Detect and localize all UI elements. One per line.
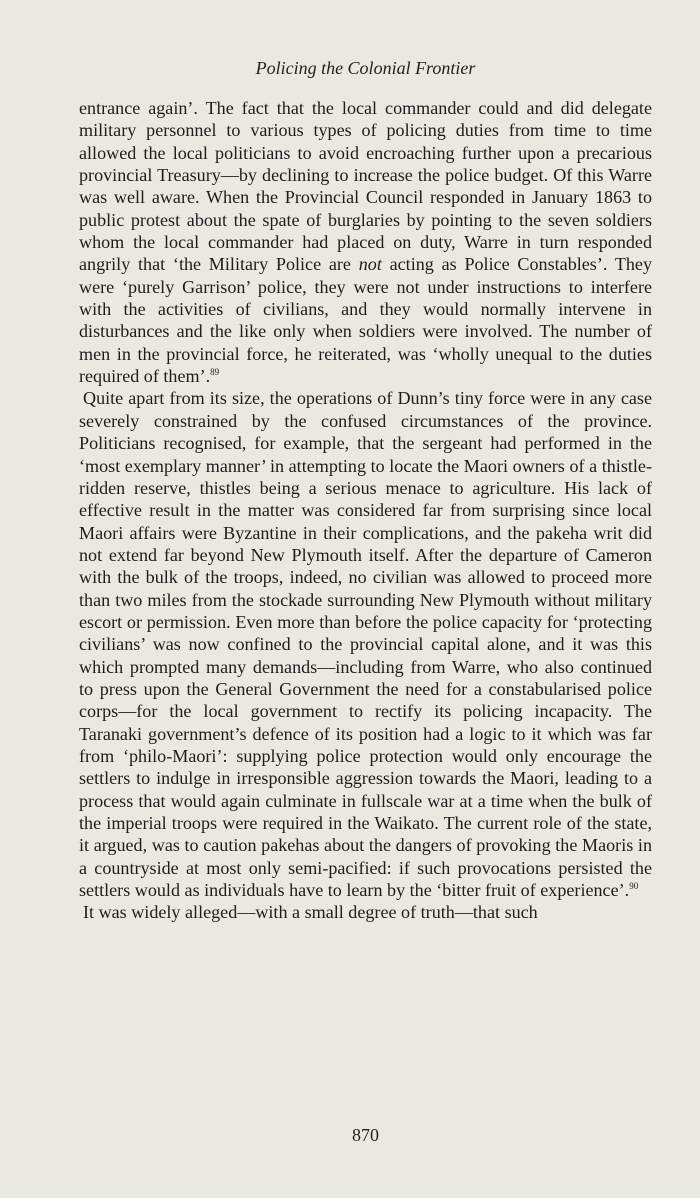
paragraph-1 (79, 97, 652, 387)
paragraph-1-text-b: acting as Police Constables’. They were ‘purely Garrison’ police, they were not under instructions to interfere with the activities of civilians, and they would normally intervene in disturbances and the like only when soldiers were involved. The number of men in the provincial force, he reiterated, was ‘wholly unequal to the duties required of them’. (79, 254, 653, 387)
page-number: 870 (352, 1125, 379, 1145)
paragraph-1-text-a: entrance again’. The fact that the local commander could and did delegate military personnel to various types of policing duties from time to time allowed the local politicians to avoid encroaching further upon a precarious provincial Treasury—by declining to increase the police budget. Of this Warre was well aware. When the Provincial Council responded in January 1863 to public protest about the spate of burglaries by pointing to the seven soldiers whom the local commander had placed on duty, Warre in turn responded angrily that ‘the Military Police are (79, 98, 652, 275)
footnote-ref-89: 89 (210, 367, 220, 378)
paragraph-2 (79, 387, 652, 901)
emphasis-not: not (358, 254, 382, 275)
footnote-ref-90: 90 (629, 881, 639, 892)
paragraph-2-text: Quite apart from its size, the operations of Dunn’s tiny force were in any case severely constrained by the confused circumstances of the province. Politicians recognised, for example, that the sergeant had performed in the ‘most exemplary manner’ in attempting to locate the Maori owners of a thistle-ridden reserve, thistles being a serious menace to agriculture. His lack of effective result in the matter was considered far from surprising since local Maori affairs were Byzantine in their complications, and the pakeha writ did not extend far beyond New Plymouth itself. After the departure of Cameron with the bulk of the troops, indeed, no civilian was allowed to proceed more than two miles from the stockade surrounding New Plymouth without military escort or permission. Even more than before the police capacity for ‘protecting civilians’ was now confined to the provincial capital alone, and it was this which prompted many demands—including from Warre, who also continued to press upon the General Government the need for a constabularised police corps—for the local government to rectify its policing incapacity. The Taranaki government’s defence of its position had a logic to it which was far from ‘philo-Maori’: supplying police protection would only encourage the settlers to indulge in irresponsible aggression towards the Maori, leading to a process that would again culminate in fullscale war at a time when the bulk of the imperial troops were required in the Waikato. The current role of the state, it argued, was to caution pakehas about the dangers of provoking the Maoris in a countryside at most only semi-pacified: if such provocations persisted the settlers would as individuals have to learn by the ‘bitter fruit of experience’. (79, 388, 652, 901)
body-text (79, 97, 652, 924)
paragraph-3: It was widely alleged—with a small degree of truth—that such (83, 902, 538, 923)
running-title: Policing the Colonial Frontier (255, 58, 476, 78)
